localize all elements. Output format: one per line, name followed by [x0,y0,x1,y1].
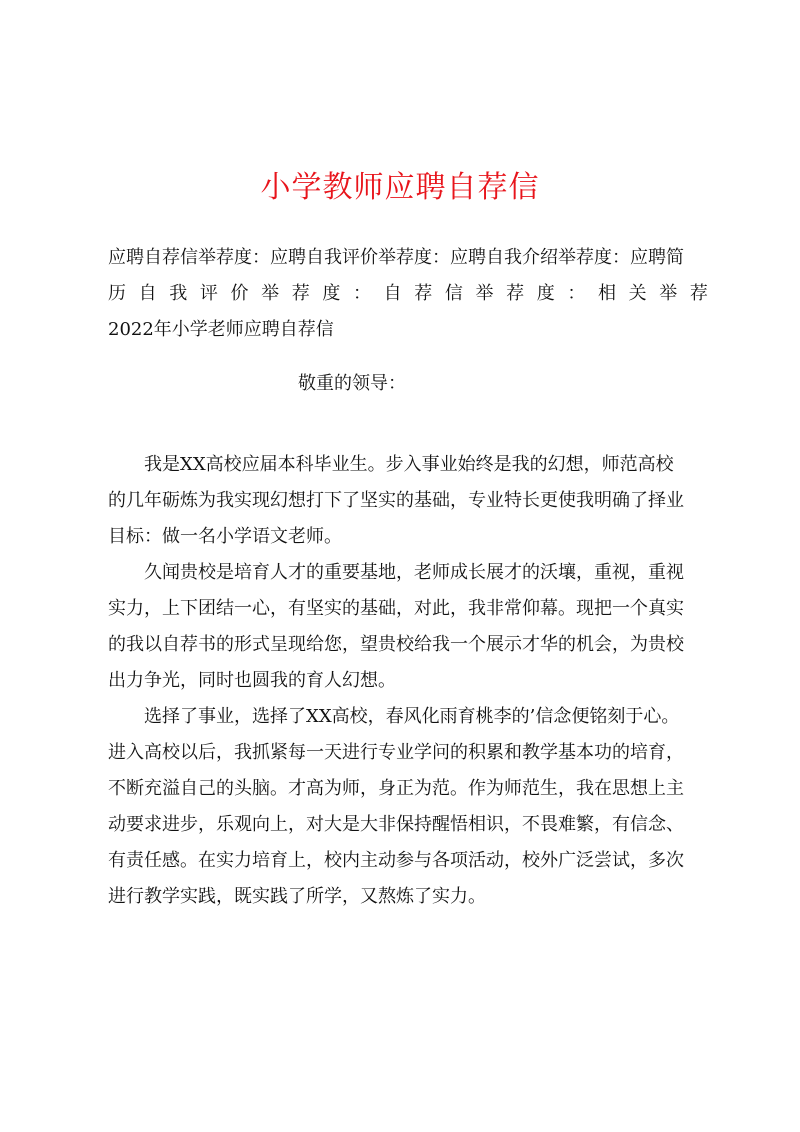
recommend-char: 荐 [414,283,433,304]
paragraph-1 [108,450,708,558]
letter-body [108,450,708,918]
recommend-char: ： [353,283,371,304]
paragraph-line: 出力争光，同时也圆我的育人幻想。 [108,670,396,691]
paragraph-2 [108,558,708,702]
recommend-char: 荐 [506,283,525,304]
recommend-char: 信 [444,283,463,304]
paragraph-line: 实力，上下团结一心，有坚实的基础，对此，我非常仰幕。现把一个真实 [108,598,684,619]
paragraph-line: 动要求进步，乐观向上，对大是大非保持醒悟相识，不畏难繁，有信念、 [108,814,684,835]
recommend-line-1[interactable]: 应聘自荐信举荐度：应聘自我评价举荐度：应聘自我介绍举荐度：应聘简 [108,247,684,268]
document-title: 小学教师应聘自荐信 [260,170,540,205]
paragraph-line: 久闻贵校是培育人才的重要基地，老师成长展才的沃壤，重视，重视 [144,562,684,583]
recommend-char: 历 [108,283,126,304]
paragraph-line: 选择了事业，选择了XX高校，春风化雨育桃李的’信念便铭刻于心。 [144,706,680,727]
recommend-char: 我 [169,283,188,304]
recommend-links [108,243,708,351]
recommend-line-3[interactable]: 2022年小学老师应聘自荐信 [108,319,334,340]
paragraph-line: 我是XX高校应届本科毕业生。步入事业始终是我的幻想，师范高校 [144,454,674,475]
recommend-char: 举 [261,283,280,304]
paragraph-3 [108,702,708,918]
recommend-char: 举 [659,283,678,304]
paragraph-line: 进入高校以后，我抓紧每一天进行专业学问的积累和教学基本功的培育， [108,742,684,763]
greeting: 敬重的领导： [298,373,406,394]
paragraph-line: 进行教学实践，既实践了所学，又熬炼了实力。 [108,886,486,907]
recommend-char: 荐 [689,283,708,304]
recommend-char: 荐 [291,283,310,304]
recommend-char: 举 [475,283,494,304]
paragraph-line: 目标：做一名小学语文老师。 [108,526,342,547]
paragraph-line: 不断充溢自己的头脑。才高为师，身正为范。作为师范生，我在思想上主 [108,778,684,799]
recommend-char: 关 [628,283,647,304]
paragraph-line: 的几年砺炼为我实现幻想打下了坚实的基础，专业特长更使我明确了择业 [108,490,684,511]
recommend-char: 自 [383,283,402,304]
recommend-char: 自 [138,283,157,304]
paragraph-line: 的我以自荐书的形式呈现给您，望贵校给我一个展示才华的机会，为贵校 [108,634,684,655]
paragraph-line: 有责任感。在实力培育上，校内主动参与各项活动，校外广泛尝试，多次 [108,850,684,871]
recommend-char: 度 [536,283,555,304]
recommend-char: 价 [230,283,249,304]
recommend-char: ： [567,283,586,304]
recommend-char: 评 [199,283,218,304]
recommend-line-2[interactable] [108,279,708,315]
recommend-char: 相 [598,283,616,304]
recommend-char: 度 [322,283,341,304]
